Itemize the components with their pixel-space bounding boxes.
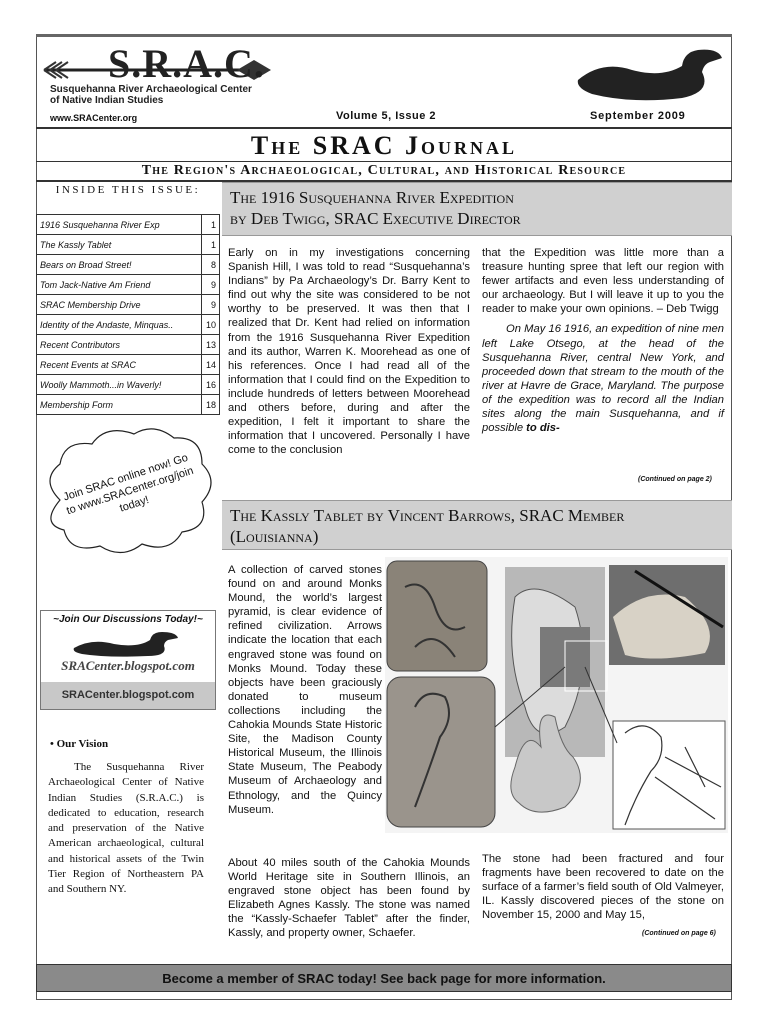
toc-page: 1 [202,215,220,235]
toc-page: 8 [202,255,220,275]
toc-title: Recent Events at SRAC [37,355,202,375]
toc-page: 9 [202,295,220,315]
toc-title: Recent Contributors [37,335,202,355]
article2-col1b: About 40 miles south of the Cahokia Mounds World Heritage site in Southern Illinois, an engraved stone object has been found by Elizabeth Agnes Kassly. The stone was named the “Kassly-Schaefer Tablet” after the finder, Kassly, and property owner, Schaefer. [228,857,470,940]
duck-icon [68,628,188,658]
article1-col2-p2-text: On May 16 1916, an expedition of nine men left Lake Otsego, at the head of the Susquehanna River, central New York, and proceeded down that stream to the mouth of the river at Havre de Grace, Maryland. The purpose of the expedition was to record all the Indian sites along the main Susquehanna, and if possible [482,323,724,435]
toc-row[interactable] [37,335,220,355]
org-name-line2: of Native Indian Studies [50,95,164,106]
article1-col2-p2 [482,322,724,435]
top-rule [36,34,732,37]
toc-page: 14 [202,355,220,375]
article1-title: The 1916 Susquehanna River Expedition [230,188,514,207]
toc-row[interactable] [37,355,220,375]
toc-title: The Kassly Tablet [37,235,202,255]
article2-col1: A collection of carved stones found on and around Monks Mound, the world’s largest pyramid, is clear evidence of refined civilization. Arrows indicate the location that each engraved stone was found on Monks Mound. Today these objects have been graciously donated to museum collections including the Cahokia Mounds State Historic Site, the Madison County Historical Museum, the Illinois State Museum, The Peabody Museum of Archaeology and Ethnology, and the Quincy Museum. [228,564,382,816]
toc-title: Tom Jack-Native Am Friend [37,275,202,295]
toc-row[interactable] [37,235,220,255]
toc-page: 18 [202,395,220,415]
logo-text: S.R.A.C. [108,41,265,86]
org-name [50,84,252,106]
blog-link[interactable]: SRACenter.blogspot.com [41,682,215,709]
toc-row[interactable] [37,375,220,395]
vision-heading: • Our Vision [50,738,109,750]
article2-continued: (Continued on page 6) [642,930,716,937]
membership-banner[interactable]: Become a member of SRAC today! See back page for more information. [36,964,732,992]
article1-col1: Early on in my investigations concerning Spanish Hill, I was told to read “Susquehanna’s Indians” by Pa Archaeology’s Dr. Barry Kent to find out why the site was considered to be not worthy to be preserved. It was then that I realized that Dr. Kent had relied on information from the 1916 Susquehanna River Expedition and its author, Warren K. Moorehead as one of his references. Once I had read all of the information that I could find on the Expedition to include hundreds of letters between Moorehead and others before, during and after the expedition, I felt it important to share the information that I uncovered. Personally I have come to the conclusion [228,247,470,457]
article1-heading [222,182,732,236]
tagline: The Region's Archaeological, Cultural, and Historical Resource [141,163,627,178]
toc-page: 9 [202,275,220,295]
toc-row[interactable] [37,275,220,295]
article2-col2: The stone had been fractured and four fragments have been recovered to date on the surface of a farmer’s field south of Old Valmeyer, IL. Kassly discovered pieces of the stone on November 15, 2000 and May 15, [482,853,724,922]
cloud-join-text[interactable]: Join SRAC online now! Go to www.SRACenter.org/join today! [61,451,195,518]
website-link[interactable]: www.SRACenter.org [50,113,138,123]
toc-title: 1916 Susquehanna River Exp [37,215,202,235]
issue-date: September 2009 [590,110,686,122]
article1-col2-p1: that the Expedition was little more than a treasure hunting spree that left our region with fewer artifacts and even less understanding of our archaeology. But I will leave it up to you the reader to make your own opinions. – Deb Twigg [482,247,724,316]
masthead-rule [36,127,732,129]
toc-row[interactable] [37,295,220,315]
toc-title: Bears on Broad Street! [37,255,202,275]
toc-page: 13 [202,335,220,355]
toc-page: 16 [202,375,220,395]
toc-title: SRAC Membership Drive [37,295,202,315]
toc-row[interactable] [37,315,220,335]
article1-byline: by Deb Twigg, SRAC Executive Director [230,209,521,228]
org-name-line1: Susquehanna River Archaeological Center [50,84,252,95]
toc-title: Membership Form [37,395,202,415]
vision-body: The Susquehanna River Archaeological Center of Native Indian Studies (S.R.A.C.) is dedicated to education, research and preservation of the Native American archaeological, cultural and historical assets of the Twin Tier Region of Northeastern PA and Southern NY. [48,761,204,896]
article2-byline: (Louisianna) [230,527,319,546]
toc-page: 10 [202,315,220,335]
blog-logo-text: SRACenter.blogspot.com [61,658,195,673]
article1-col2-p2-bold: to dis- [526,422,560,435]
article1-continued: (Continued on page 2) [638,476,712,483]
volume-issue: Volume 5, Issue 2 [336,110,437,122]
toc-row[interactable] [37,395,220,415]
toc-title: Woolly Mammoth...in Waverly! [37,375,202,395]
toc-page: 1 [202,235,220,255]
toc-title: Identity of the Andaste, Minquas.. [37,315,202,335]
duck-effigy-icon [572,40,728,104]
kassly-artifacts-photo [385,557,728,833]
inside-issue-title: INSIDE THIS ISSUE: [55,184,201,196]
article1-col2 [482,246,724,435]
toc-row[interactable] [37,255,220,275]
article2-heading [222,500,732,550]
journal-title: The SRAC Journal [250,131,518,160]
discussion-title: ~Join Our Discussions Today!~ [53,614,203,625]
article2-title: The Kassly Tablet by Vincent Barrows, SRAC Member [230,506,625,525]
toc-row[interactable] [37,215,220,235]
table-of-contents [36,214,220,415]
title-rule [36,161,732,162]
